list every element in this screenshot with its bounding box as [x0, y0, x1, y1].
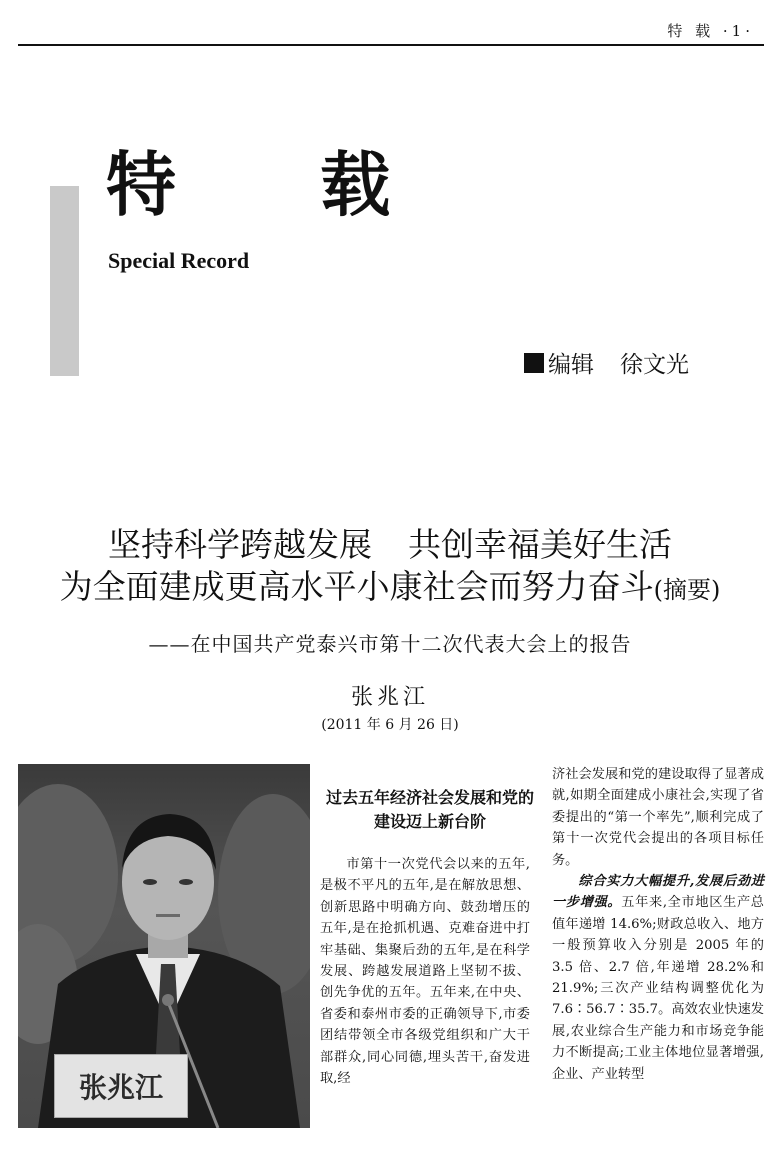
article-title-suffix: (摘要) — [653, 576, 721, 604]
section-title: 特 载 — [106, 143, 451, 226]
paragraph-2-lead: 综合实力大幅提升,发展后劲进一步增强。 — [552, 874, 764, 911]
article-title-line2 — [0, 567, 780, 606]
body-column-3 — [552, 764, 764, 1085]
paragraph-1: 市第十一次党代会以来的五年,是极不平凡的五年,是在解放思想、创新思路中明确方向、鼓劲增压的五年,是在抢抓机遇、克难奋进中打牢基础、集聚后劲的五年,是在科学发展、跨越发展道路上坚韧不拔、创先争优的五年。五年来,在中央、省委和泰州市委的正确领导下,市委团结带领全市各级党组织和广大干部群众,同心同德,埋头苦干,奋发进取,经 — [320, 857, 530, 1087]
running-head: 特 载 ·1· — [667, 22, 754, 40]
editor-credit — [524, 346, 689, 379]
article-date: (2011 年 6 月 26 日) — [321, 717, 459, 733]
section-subtitle: Special Record — [108, 248, 250, 273]
article-title-part-b: 共创幸福美好生活 — [408, 525, 672, 564]
author-photo — [18, 764, 310, 1128]
article-title-main: 为全面建成更高水平小康社会而努力奋斗 — [59, 567, 654, 606]
article-subtitle: ——在中国共产党泰兴市第十二次代表大会上的报告 — [148, 632, 632, 656]
section-accent-bar — [50, 186, 79, 376]
header-rule — [18, 44, 764, 46]
paragraph-1-continued: 济社会发展和党的建设取得了显著成就,如期全面建成小康社会,实现了省委提出的“第一个率先”,顺利完成了第十一次党代会提出的各项目标任务。 — [552, 767, 764, 868]
body-column-2 — [320, 854, 530, 1089]
black-square-icon — [524, 353, 544, 373]
paragraph-2 — [552, 871, 764, 1085]
editor-label: 编辑 — [548, 352, 594, 378]
nameplate: 张兆江 — [54, 1054, 188, 1118]
editor-name: 徐文光 — [620, 352, 689, 378]
paragraph-2-body: 五年来,全市地区生产总值年递增 14.6%;财政总收入、地方一般预算收入分别是 2005 年的 3.5 倍、2.7 倍,年递增 28.2%和 21.9%;三次产业结构调整优化为 7.6∶56.7∶35.7。高效农业快速发展,农业综合生产能力和市场竞争能力不断提高;工业主体地位显著增强,企业、产业转型 — [552, 895, 764, 1082]
section-heading: 过去五年经济社会发展和党的建设迈上新台阶 — [325, 788, 534, 831]
article-author: 张兆江 — [350, 685, 429, 710]
article-title-part-a: 坚持科学跨越发展 — [108, 525, 372, 564]
article-title-line1 — [0, 525, 780, 564]
